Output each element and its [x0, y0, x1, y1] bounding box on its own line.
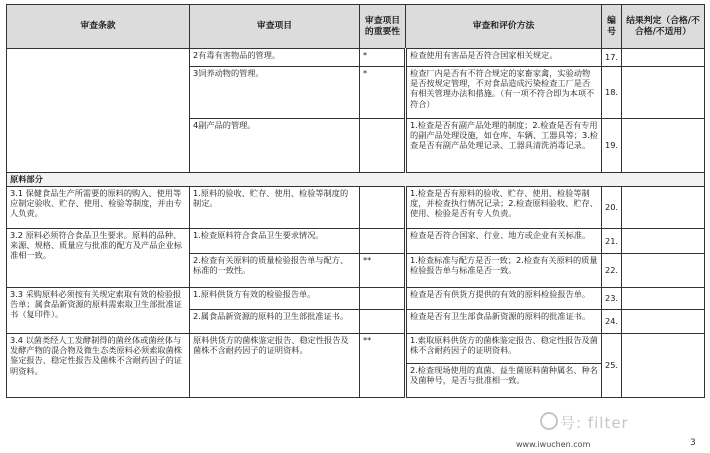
method-cell: 1.检查标准与配方是否一致；2.检查有关原料的质量检验报告单与标准是否一致。	[406, 254, 602, 288]
watermark-text: 号: filter	[560, 414, 629, 432]
table-row	[7, 288, 705, 310]
method-cell: 1.检查是否有副产品处理的制度；2.检查是否有专用的副产品处理设施，如仓库、车辆、工器具等；3.检查是否有副产品处理记录、工器具清洗消毒记录。	[406, 119, 602, 173]
method-cell: 检查厂内是否有不符合规定的家畜家禽，实验动物是否按规定管理，不对食品造成污染检查工厂是否有相关管理办法和措施。（有一项不符合即为本项不符合）	[406, 67, 602, 119]
method-cell: 2.检查现场使用的真菌、益生菌原料菌种属名、种名及菌种号，是否与批准相一致。	[406, 364, 602, 398]
header-importance: 审查项目的重要性	[360, 5, 406, 49]
number-cell: 24.	[602, 310, 622, 334]
header-number: 编号	[602, 5, 622, 49]
clause-cell: 3.1 保健食品生产所需要的原料的购入、使用等应制定验收、贮存、使用、检验等制度，并由专人负责。	[7, 187, 190, 229]
table-row	[7, 229, 705, 254]
item-cell: 1.原料的验收、贮存、使用、检验等制度的制定。	[190, 187, 360, 229]
importance-cell: **	[360, 254, 406, 288]
result-cell	[622, 334, 705, 398]
header-method: 审查和评价方法	[406, 5, 602, 49]
item-cell: 3饲养动物的管理。	[190, 67, 360, 119]
item-cell: 4副产品的管理。	[190, 119, 360, 173]
header-item: 审查项目	[190, 5, 360, 49]
table-row	[7, 49, 705, 67]
result-cell	[622, 288, 705, 310]
result-cell	[622, 229, 705, 254]
method-cell: 检查是否有卫生部食品新资源的原料的批准证书。	[406, 310, 602, 334]
result-cell	[622, 310, 705, 334]
importance-cell: *	[360, 49, 406, 67]
method-cell: 检查使用有害品是否符合国家相关规定。	[406, 49, 602, 67]
number-cell: 22.	[602, 254, 622, 288]
importance-cell: **	[360, 334, 406, 398]
number-cell: 21.	[602, 229, 622, 254]
header-row	[7, 5, 705, 49]
method-cell: 检查是否有供货方提供的有效的原料检验报告单。	[406, 288, 602, 310]
footer-url: www.iwuchen.com	[516, 440, 591, 449]
importance-cell	[360, 229, 406, 254]
number-cell: 18.	[602, 67, 622, 119]
number-cell: 20.	[602, 187, 622, 229]
clause-cell-empty	[7, 49, 190, 173]
method-cell: 1.检查是否有原料的验收、贮存、使用、检验等制度，并检查执行情况记录；2.检查原料验收、贮存、使用、检验是否有专人负责。	[406, 187, 602, 229]
method-cell: 检查是否符合国家、行业、地方或企业有关标准。	[406, 229, 602, 254]
importance-cell	[360, 119, 406, 173]
section-label: 原料部分	[7, 173, 705, 187]
item-cell: 2有毒有害物品的管理。	[190, 49, 360, 67]
table-row	[7, 334, 705, 364]
result-cell	[622, 49, 705, 67]
clause-cell: 3.3 采购原料必须按有关规定索取有效的检验报告单；属食品新资源的原料需索取卫生部批准证书（复印件）。	[7, 288, 190, 334]
importance-cell	[360, 187, 406, 229]
result-cell	[622, 187, 705, 229]
item-cell: 2.属食品新资源的原料的卫生部批准证书。	[190, 310, 360, 334]
number-cell: 25.	[602, 334, 622, 398]
item-cell: 1.原料供货方有效的检验报告单。	[190, 288, 360, 310]
wechat-icon	[540, 412, 558, 430]
review-table	[6, 4, 705, 398]
header-result: 结果判定（合格/不合格/不适用）	[622, 5, 705, 49]
importance-cell: *	[360, 67, 406, 119]
item-cell: 1.检查原料符合食品卫生要求情况。	[190, 229, 360, 254]
item-cell: 2.检查有关原料的质量检验报告单与配方、标准的一致性。	[190, 254, 360, 288]
number-cell: 23.	[602, 288, 622, 310]
header-clause: 审查条款	[7, 5, 190, 49]
section-row	[7, 173, 705, 187]
number-cell: 17.	[602, 49, 622, 67]
clause-cell: 3.4 以菌类经人工发酵制得的菌丝体或菌丝体与发酵产物的混合物及微生态类原料必须索取菌株鉴定报告、稳定性报告及菌株不含耐药因子的证明资料。	[7, 334, 190, 398]
importance-cell	[360, 310, 406, 334]
table-row	[7, 187, 705, 229]
result-cell	[622, 119, 705, 173]
number-cell: 19.	[602, 119, 622, 173]
item-cell: 原料供货方的菌株鉴定报告、稳定性报告及菌株不含耐药因子的证明资料。	[190, 334, 360, 398]
result-cell	[622, 254, 705, 288]
page-number: 3	[690, 438, 696, 448]
method-cell: 1.索取原料供货方的菌株鉴定报告、稳定性报告及菌株不含耐药因子的证明资料。	[406, 334, 602, 364]
importance-cell	[360, 288, 406, 310]
result-cell	[622, 67, 705, 119]
clause-cell: 3.2 原料必须符合食品卫生要求。原料的品种、来源、规格、质量应与批准的配方及产品企业标准相一致。	[7, 229, 190, 288]
